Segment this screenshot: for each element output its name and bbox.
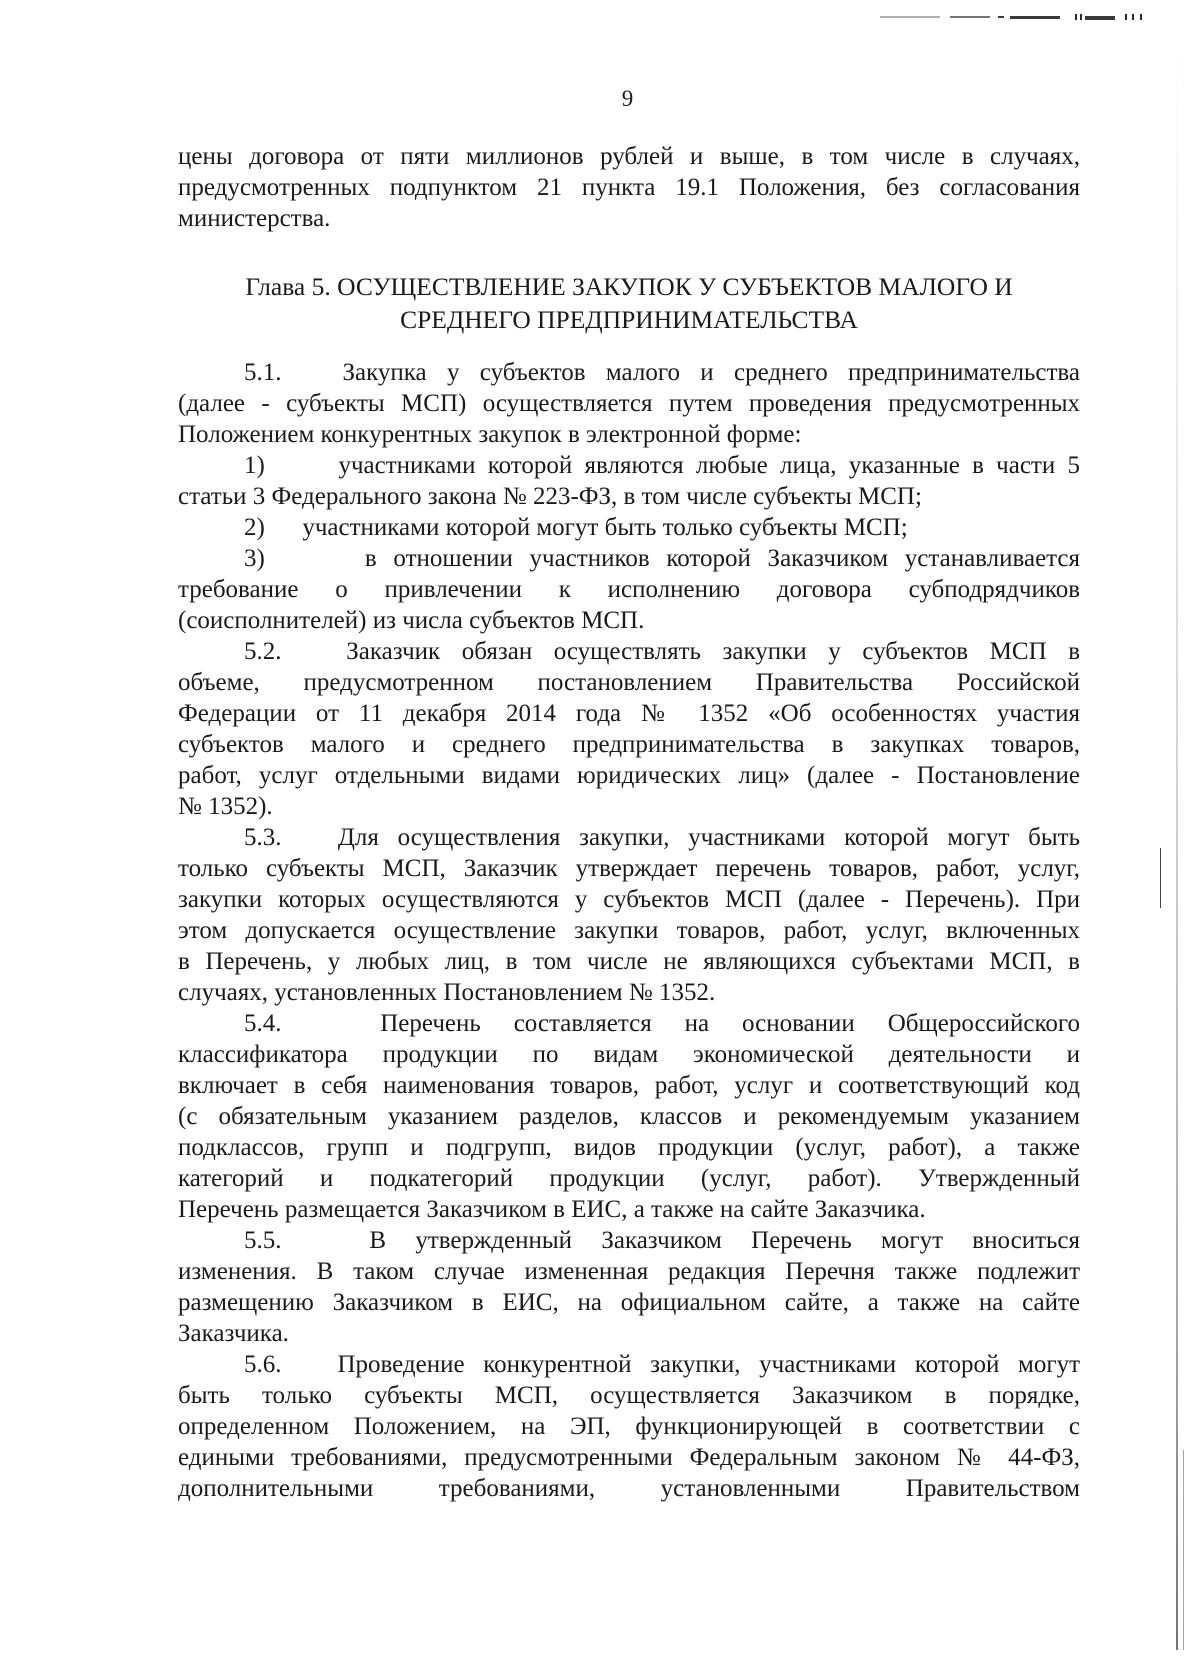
text-line: 5.2. Заказчик обязан осуществлять закупки у субъектов МСП в <box>244 638 1080 665</box>
text-line: работ, услуг отдельными видами юридических лиц» (далее - Постановление <box>178 762 1080 789</box>
text-line: подклассов, групп и подгрупп, видов продукции (услуг, работ), а также <box>178 1134 1080 1161</box>
text-line: объеме, предусмотренном постановлением Правительства Российской <box>178 669 1080 696</box>
text-line: Заказчика. <box>178 1320 289 1347</box>
scan-artifact-top <box>880 14 1145 20</box>
text-line: этом допускается осуществление закупки товаров, работ, услуг, включенных <box>178 917 1080 944</box>
text-line: 5.5. В утвержденный Заказчиком Перечень могут вноситься <box>244 1227 1080 1254</box>
text-line: Федерации от 11 декабря 2014 года № 1352 «Об особенностях участия <box>178 700 1080 727</box>
text-line: в Перечень, у любых лиц, в том числе не являющихся субъектами МСП, в <box>178 948 1080 975</box>
intro-paragraph <box>178 141 1080 234</box>
text-line: 5.6. Проведение конкурентной закупки, участниками которой могут <box>244 1351 1080 1378</box>
text-line: 5.3. Для осуществления закупки, участниками которой могут быть <box>244 824 1080 851</box>
chapter-body <box>178 357 1080 1504</box>
text-line: быть только субъекты МСП, осуществляется Заказчиком в порядке, <box>178 1382 1080 1409</box>
text-line: министерства. <box>178 205 331 232</box>
scan-artifact-right-edge-2 <box>1183 1450 1184 1650</box>
text-line: 2) участниками которой могут быть только субъекты МСП; <box>244 514 908 541</box>
text-line: случаях, установленных Постановлением № 1352. <box>178 979 716 1006</box>
text-line: 1) участниками которой являются любые лица, указанные в части 5 <box>244 452 1080 479</box>
text-line: 5.1. Закупка у субъектов малого и среднего предпринимательства <box>244 359 1080 386</box>
chapter-title <box>178 270 1080 336</box>
chapter-title-line: Глава 5. ОСУЩЕСТВЛЕНИЕ ЗАКУПОК У СУБЪЕКТОВ МАЛОГО И <box>245 272 1013 301</box>
text-line: требование о привлечении к исполнению договора субподрядчиков <box>178 576 1080 603</box>
text-line: (соисполнителей) из числа субъектов МСП. <box>178 607 645 634</box>
text-line: № 1352). <box>178 793 273 820</box>
page-number: 9 <box>621 86 634 111</box>
text-line: статьи 3 Федерального закона № 223-ФЗ, в том числе субъекты МСП; <box>178 483 922 510</box>
text-line: субъектов малого и среднего предпринимательства в закупках товаров, <box>178 731 1080 758</box>
text-line: определенном Положением, на ЭП, функционирующей в соответствии с <box>178 1413 1080 1440</box>
scan-artifact-right-edge <box>1176 40 1178 1650</box>
text-line: (с обязательным указанием разделов, классов и рекомендуемым указанием <box>178 1103 1080 1130</box>
text-line: Положением конкурентных закупок в электронной форме: <box>178 421 802 448</box>
chapter-title-line: СРЕДНЕГО ПРЕДПРИНИМАТЕЛЬСТВА <box>400 305 858 334</box>
text-line: предусмотренных подпунктом 21 пункта 19.1 Положения, без согласования <box>178 174 1080 201</box>
text-line: размещению Заказчиком в ЕИС, на официальном сайте, а также на сайте <box>178 1289 1080 1316</box>
text-line: 5.4. Перечень составляется на основании Общероссийского <box>244 1010 1080 1037</box>
text-line: едиными требованиями, предусмотренными Федеральным законом № 44-ФЗ, <box>178 1444 1080 1471</box>
text-line: цены договора от пяти миллионов рублей и выше, в том числе в случаях, <box>178 143 1080 170</box>
text-line: категорий и подкатегорий продукции (услуг, работ). Утвержденный <box>178 1165 1080 1192</box>
text-line: закупки которых осуществляются у субъектов МСП (далее - Перечень). При <box>178 886 1080 913</box>
text-line: включает в себя наименования товаров, работ, услуг и соответствующий код <box>178 1072 1080 1099</box>
text-line: Перечень размещается Заказчиком в ЕИС, а также на сайте Заказчика. <box>178 1196 926 1223</box>
text-line: 3) в отношении участников которой Заказчиком устанавливается <box>244 545 1080 572</box>
text-line: только субъекты МСП, Заказчик утверждает перечень товаров, работ, услуг, <box>178 855 1080 882</box>
text-line: изменения. В таком случае измененная редакция Перечня также подлежит <box>178 1258 1080 1285</box>
margin-mark <box>1160 848 1161 908</box>
text-line: классификатора продукции по видам экономической деятельности и <box>178 1041 1080 1068</box>
text-line: дополнительными требованиями, установленными Правительством <box>178 1475 1080 1502</box>
text-line: (далее - субъекты МСП) осуществляется путем проведения предусмотренных <box>178 390 1080 417</box>
